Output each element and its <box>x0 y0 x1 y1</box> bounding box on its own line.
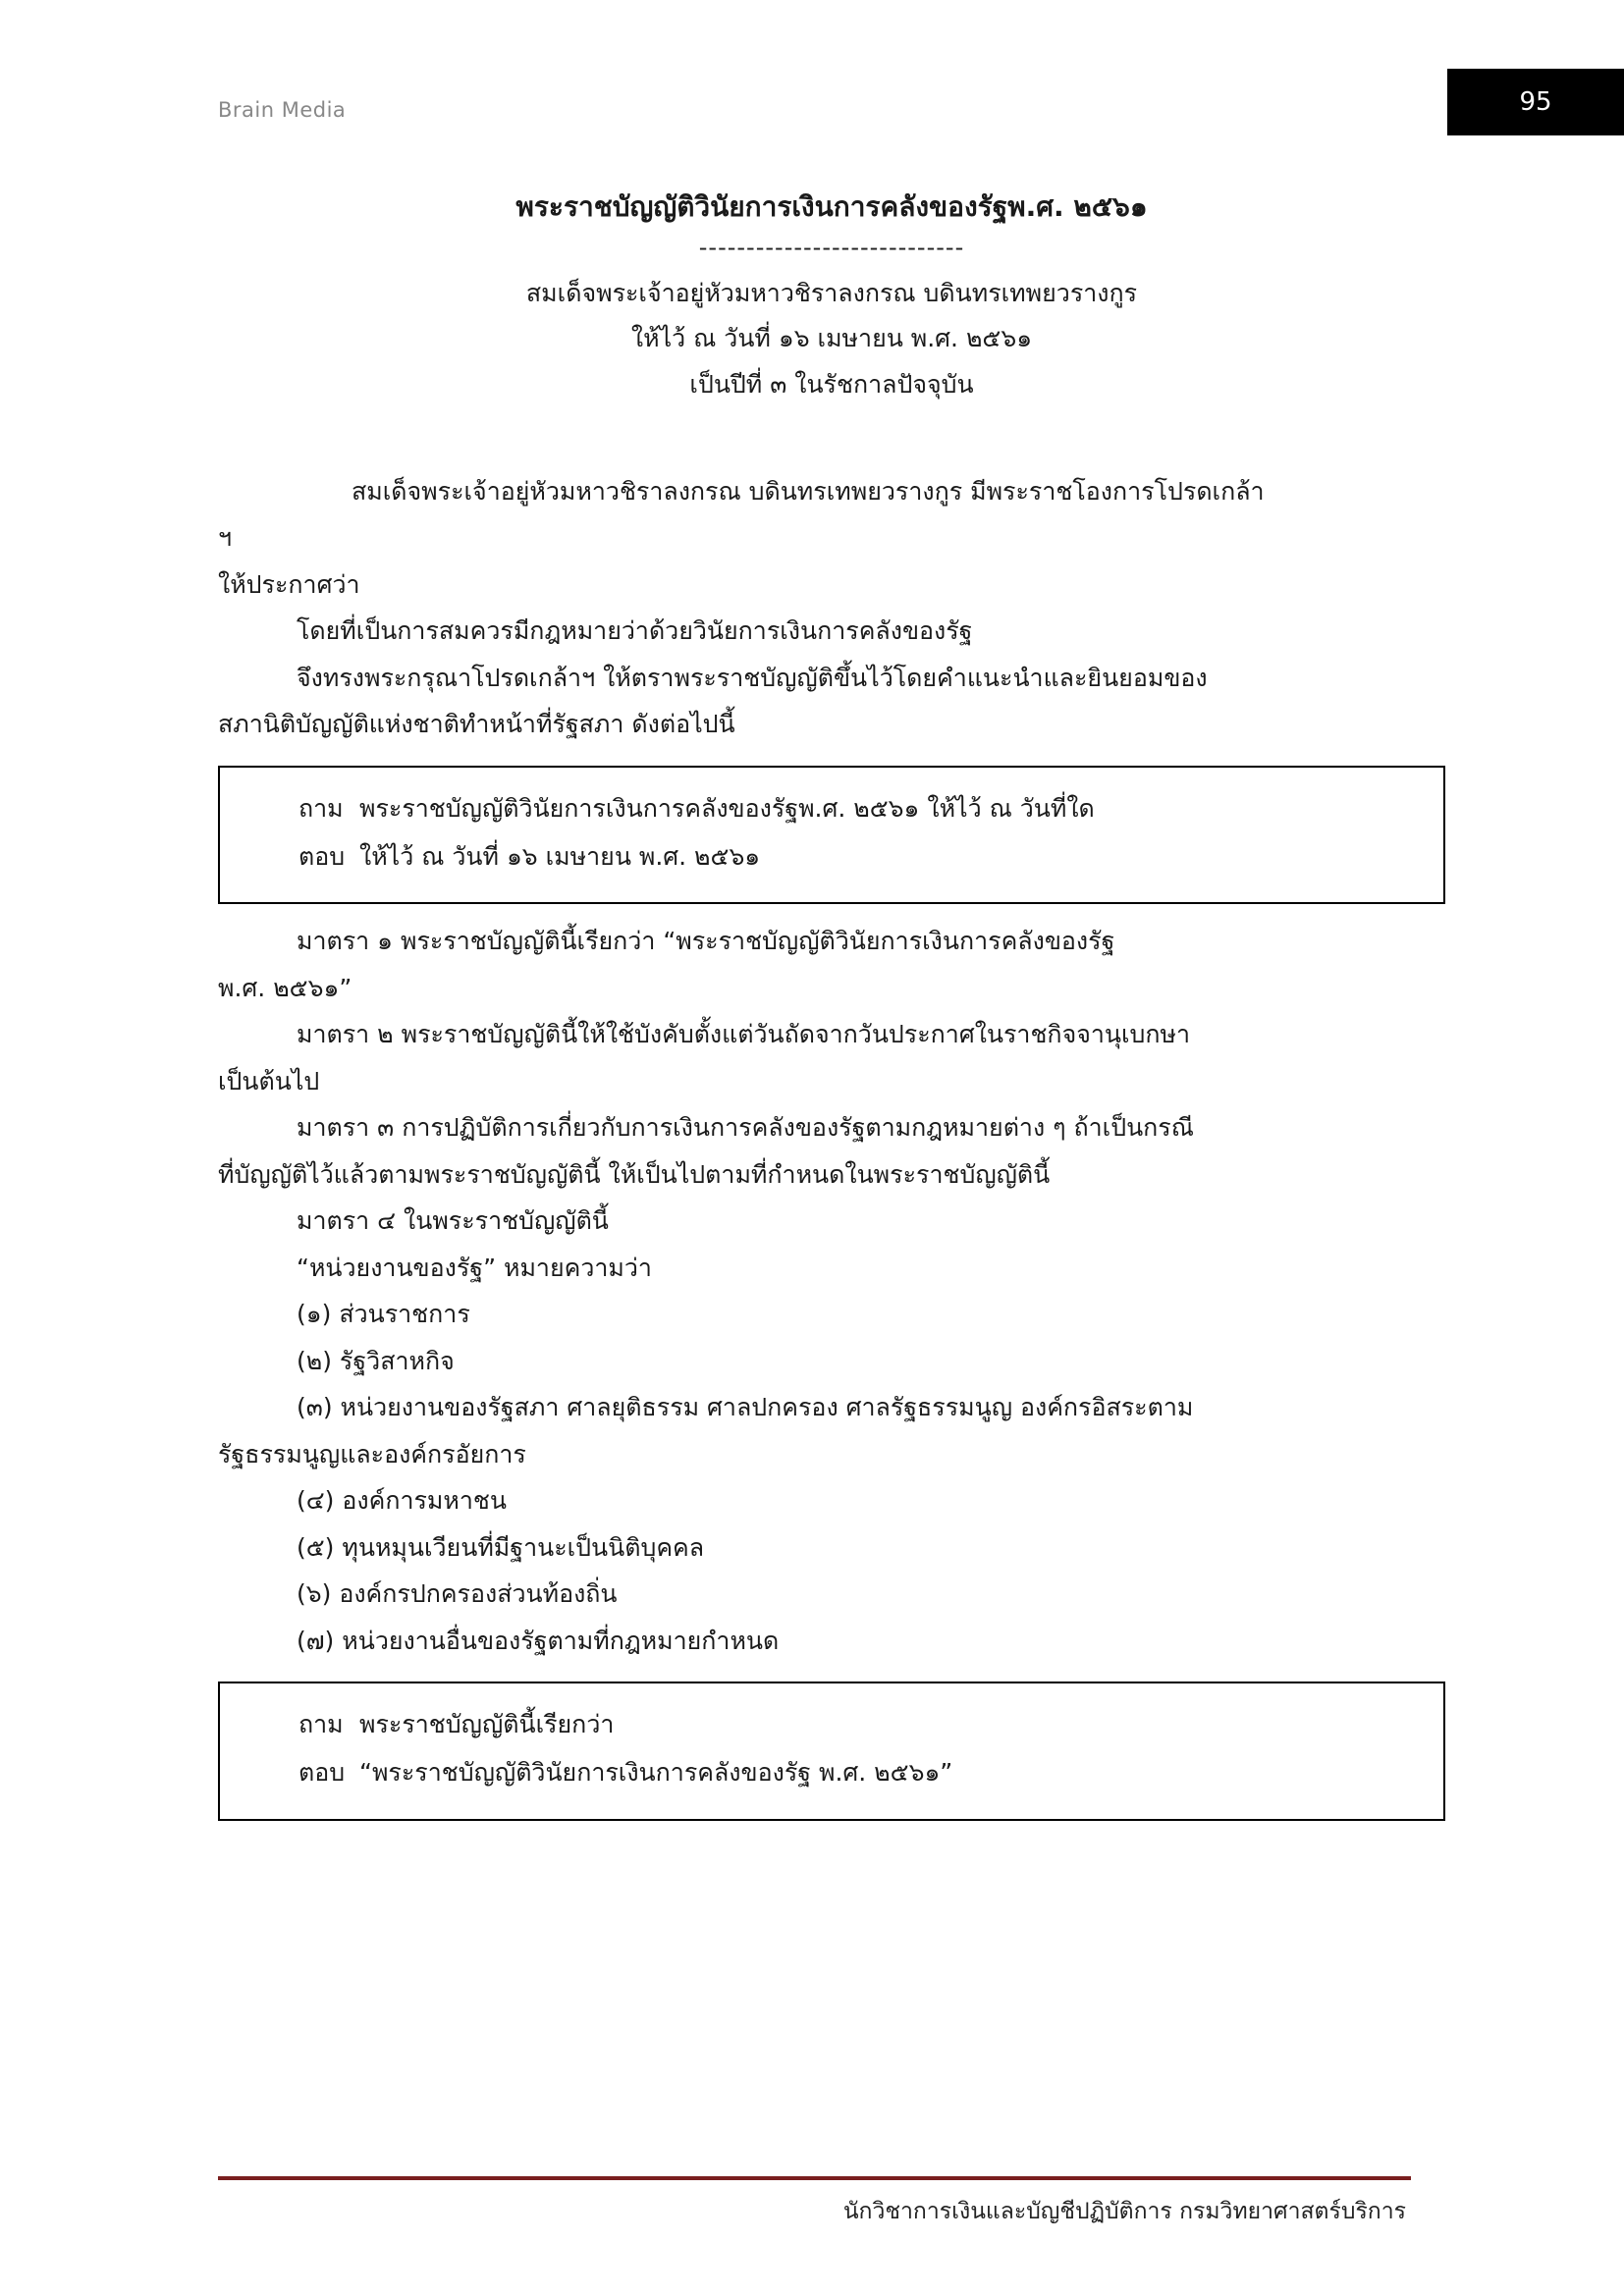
qa-question-row-2 <box>220 1701 1443 1749</box>
qa-question-text-2: พระราชบัญญัตินี้เรียกว่า <box>359 1710 615 1739</box>
section-3-cont: ที่บัญญัติไว้แล้วตามพระราชบัญญัตินี้ ให้เป็นไปตามที่กำหนดในพระราชบัญญัตินี้ <box>218 1159 1051 1189</box>
footer-divider <box>218 2176 1411 2180</box>
list-item-3-cont: รัฐธรรมนูญและองค์กรอัยการ <box>218 1439 526 1468</box>
paragraph-rationale: โดยที่เป็นการสมควรมีกฎหมายว่าด้วยวินัยการเงินการคลังของรัฐ <box>297 616 973 646</box>
qa-answer-text-1: ให้ไว้ ณ วันที่ ๑๖ เมษายน พ.ศ. ๒๕๖๑ <box>359 841 761 871</box>
list-item: (๓) หน่วยงานของรัฐสภา ศาลยุติธรรม ศาลปกครอง ศาลรัฐธรรมนูญ องค์กรอิสระตาม <box>297 1393 1194 1422</box>
list-item: (๗) หน่วยงานอื่นของรัฐตามที่กฎหมายกำหนด <box>297 1626 780 1655</box>
royal-line-1: สมเด็จพระเจ้าอยู่หัวมหาวชิราลงกรณ บดินทรเทพยวรางกูร <box>525 279 1138 307</box>
document-content <box>218 187 1445 1835</box>
brand-label: Brain Media <box>218 98 347 122</box>
section-4: มาตรา ๔ ในพระราชบัญญัตินี้ <box>297 1206 609 1236</box>
section-2: มาตรา ๒ พระราชบัญญัตินี้ให้ใช้บังคับตั้งแต่วันถัดจากวันประกาศในราชกิจจานุเบกษา <box>297 1020 1191 1049</box>
qa-question-label-1: ถาม <box>298 793 344 823</box>
qa-answer-text-2: “พระราชบัญญัติวินัยการเงินการคลังของรัฐ พ.ศ. ๒๕๖๑” <box>359 1758 953 1787</box>
footer-label: นักวิชาการเงินและบัญชีปฏิบัติการ กรมวิทยาศาสตร์บริการ <box>842 2199 1406 2224</box>
qa-answer-row-1 <box>220 833 1443 881</box>
qa-answer-label-2: ตอบ <box>298 1758 346 1787</box>
list-item: (๔) องค์การมหาชน <box>297 1486 507 1516</box>
qa-question-text-1: พระราชบัญญัติวินัยการเงินการคลังของรัฐพ.ศ. ๒๕๖๑ ให้ไว้ ณ วันที่ใด <box>359 793 1095 823</box>
section-2-cont: เป็นต้นไป <box>218 1066 320 1095</box>
list-item: (๒) รัฐวิสาหกิจ <box>297 1346 455 1375</box>
qa-question-row-1 <box>220 785 1443 833</box>
paragraph-proclaim: ให้ประกาศว่า <box>218 569 360 599</box>
page-title: พระราชบัญญัติวินัยการเงินการคลังของรัฐพ.ศ. ๒๕๖๑ <box>515 190 1148 223</box>
paragraph-enactment-cont: สภานิติบัญญัติแห่งชาติทำหน้าที่รัฐสภา ดังต่อไปนี้ <box>218 710 735 739</box>
royal-line-3: เป็นปีที่ ๓ ในรัชกาลปัจจุบัน <box>689 369 974 399</box>
dash-divider: ---------------------------- <box>698 234 965 261</box>
list-item: (๑) ส่วนราชการ <box>297 1300 470 1329</box>
royal-line-2: ให้ไว้ ณ วันที่ ๑๖ เมษายน พ.ศ. ๒๕๖๑ <box>630 324 1033 353</box>
list-item: (๖) องค์กรปกครองส่วนท้องถิ่น <box>297 1579 618 1609</box>
section-1-cont: พ.ศ. ๒๕๖๑” <box>218 973 352 1002</box>
page-number-text: 95 <box>1519 87 1552 117</box>
section-4-definition: “หน่วยงานของรัฐ” หมายความว่า <box>297 1253 652 1282</box>
qa-answer-label-1: ตอบ <box>298 841 346 871</box>
list-item: (๕) ทุนหมุนเวียนที่มีฐานะเป็นนิติบุคคล <box>297 1532 705 1562</box>
qa-box-2 <box>218 1682 1445 1821</box>
paragraph-enactment: จึงทรงพระกรุณาโปรดเกล้าฯ ให้ตราพระราชบัญญัติขึ้นไว้โดยคำแนะนำและยินยอมของ <box>297 663 1208 692</box>
qa-question-label-2: ถาม <box>298 1710 344 1739</box>
paragraph-preamble-1: สมเด็จพระเจ้าอยู่หัวมหาวชิราลงกรณ บดินทรเทพยวรางกูร มีพระราชโองการโปรดเกล้า <box>352 476 1265 506</box>
qa-box-1 <box>218 766 1445 905</box>
qa-answer-row-2 <box>220 1749 1443 1797</box>
paragraph-preamble-1-cont: ฯ <box>218 523 233 553</box>
section-3: มาตรา ๓ การปฏิบัติการเกี่ยวกับการเงินการคลังของรัฐตามกฎหมายต่าง ๆ ถ้าเป็นกรณี <box>297 1113 1194 1143</box>
section-1: มาตรา ๑ พระราชบัญญัตินี้เรียกว่า “พระราชบัญญัติวินัยการเงินการคลังของรัฐ <box>297 927 1115 956</box>
page-number-badge <box>1447 69 1624 135</box>
